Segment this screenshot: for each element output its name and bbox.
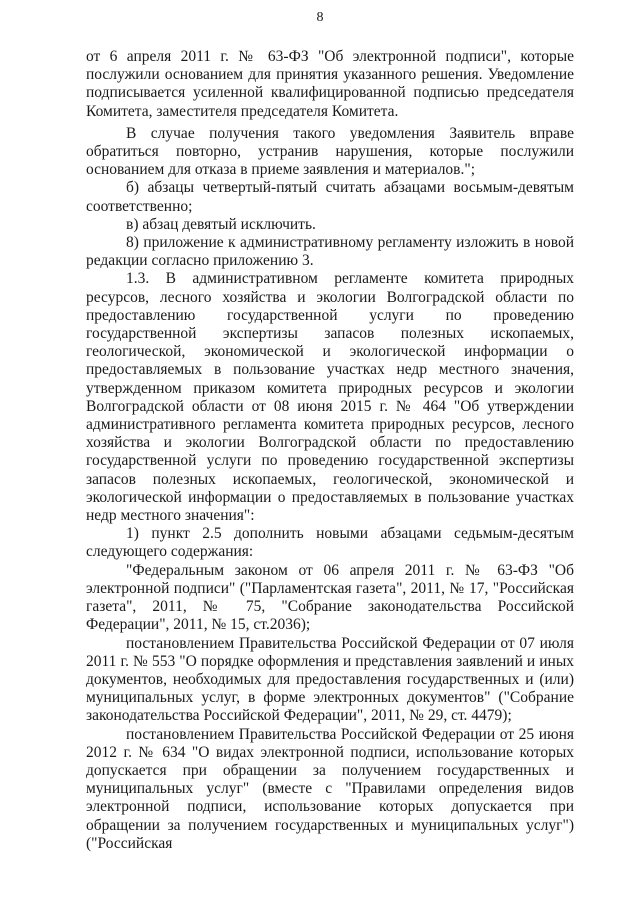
paragraph-repeat-request: В случае получения такого уведомления Заявитель вправе обратиться повторно, устранив нарушения, которые послужили основанием для отказа в приеме заявления и материалов."; bbox=[86, 124, 574, 179]
paragraph-continuation: от 6 апреля 2011 г. № 63-ФЗ "Об электронной подписи", которые послужили основанием для принятия указанного решения. Уведомление подписывается усиленной квалифицированной подписью председателя Комитета, заместителя председателя Комитета. bbox=[86, 48, 574, 120]
paragraph-federal-law: "Федеральным законом от 06 апреля 2011 г. № 63-ФЗ "Об электронной подписи" ("Парламентская газета", 2011, № 17, "Российская газета", 2011, № 75, "Собрание законодательства Российской Федерации", 2011, № 15, ст.2036); bbox=[86, 561, 574, 634]
paragraph-decree-634: постановлением Правительства Российской Федерации от 25 июня 2012 г. № 634 "О видах электронной подписи, использование которых допускается при обращении за получением государственных и муниципальных услуг" (вместе с "Правилами определения видов электронной подписи, использование которых допускается при обращении за получением государственных и муниципальных услуг") ("Российская bbox=[86, 725, 574, 852]
paragraph-decree-553: постановлением Правительства Российской Федерации от 07 июля 2011 г. № 553 "О порядке оформления и представления заявлений и иных документов, необходимых для предоставления государственных и (или) муниципальных услуг, в форме электронных документов" ("Собрание законодательства Российской Федерации", 2011, № 29, ст. 4479); bbox=[86, 634, 574, 725]
paragraph-section-1-3: 1.3. В административном регламенте комитета природных ресурсов, лесного хозяйства и экологии Волгоградской области по предоставлению государственной услуги по проведению государственной экспертизы запасов полезных ископаемых, геологической, экономической и экологической информации о предоставляемых в пользование участках недр местного значения, утвержденном приказом комитета природных ресурсов и экологии Волгоградской области от 08 июня 2015 г. № 464 "Об утверждении административного регламента комитета природных ресурсов, лесного хозяйства и экологии Волгоградской области по предоставлению государственной услуги по проведению государственной экспертизы запасов полезных ископаемых, геологической, экономической и экологической информации о предоставляемых в пользование участках недр местного значения": bbox=[86, 270, 574, 525]
paragraph-item-1: 1) пункт 2.5 дополнить новыми абзацами седьмым-десятым следующего содержания: bbox=[86, 525, 574, 561]
document-body bbox=[86, 48, 574, 853]
paragraph-item-v: в) абзац девятый исключить. bbox=[126, 215, 316, 233]
paragraph-item-b: б) абзацы четвертый-пятый считать абзацами восьмым-девятым соответственно; bbox=[86, 179, 574, 215]
page-number: 8 bbox=[316, 10, 324, 25]
paragraph-item-8: 8) приложение к административному регламенту изложить в новой редакции согласно приложению 3. bbox=[86, 234, 574, 270]
